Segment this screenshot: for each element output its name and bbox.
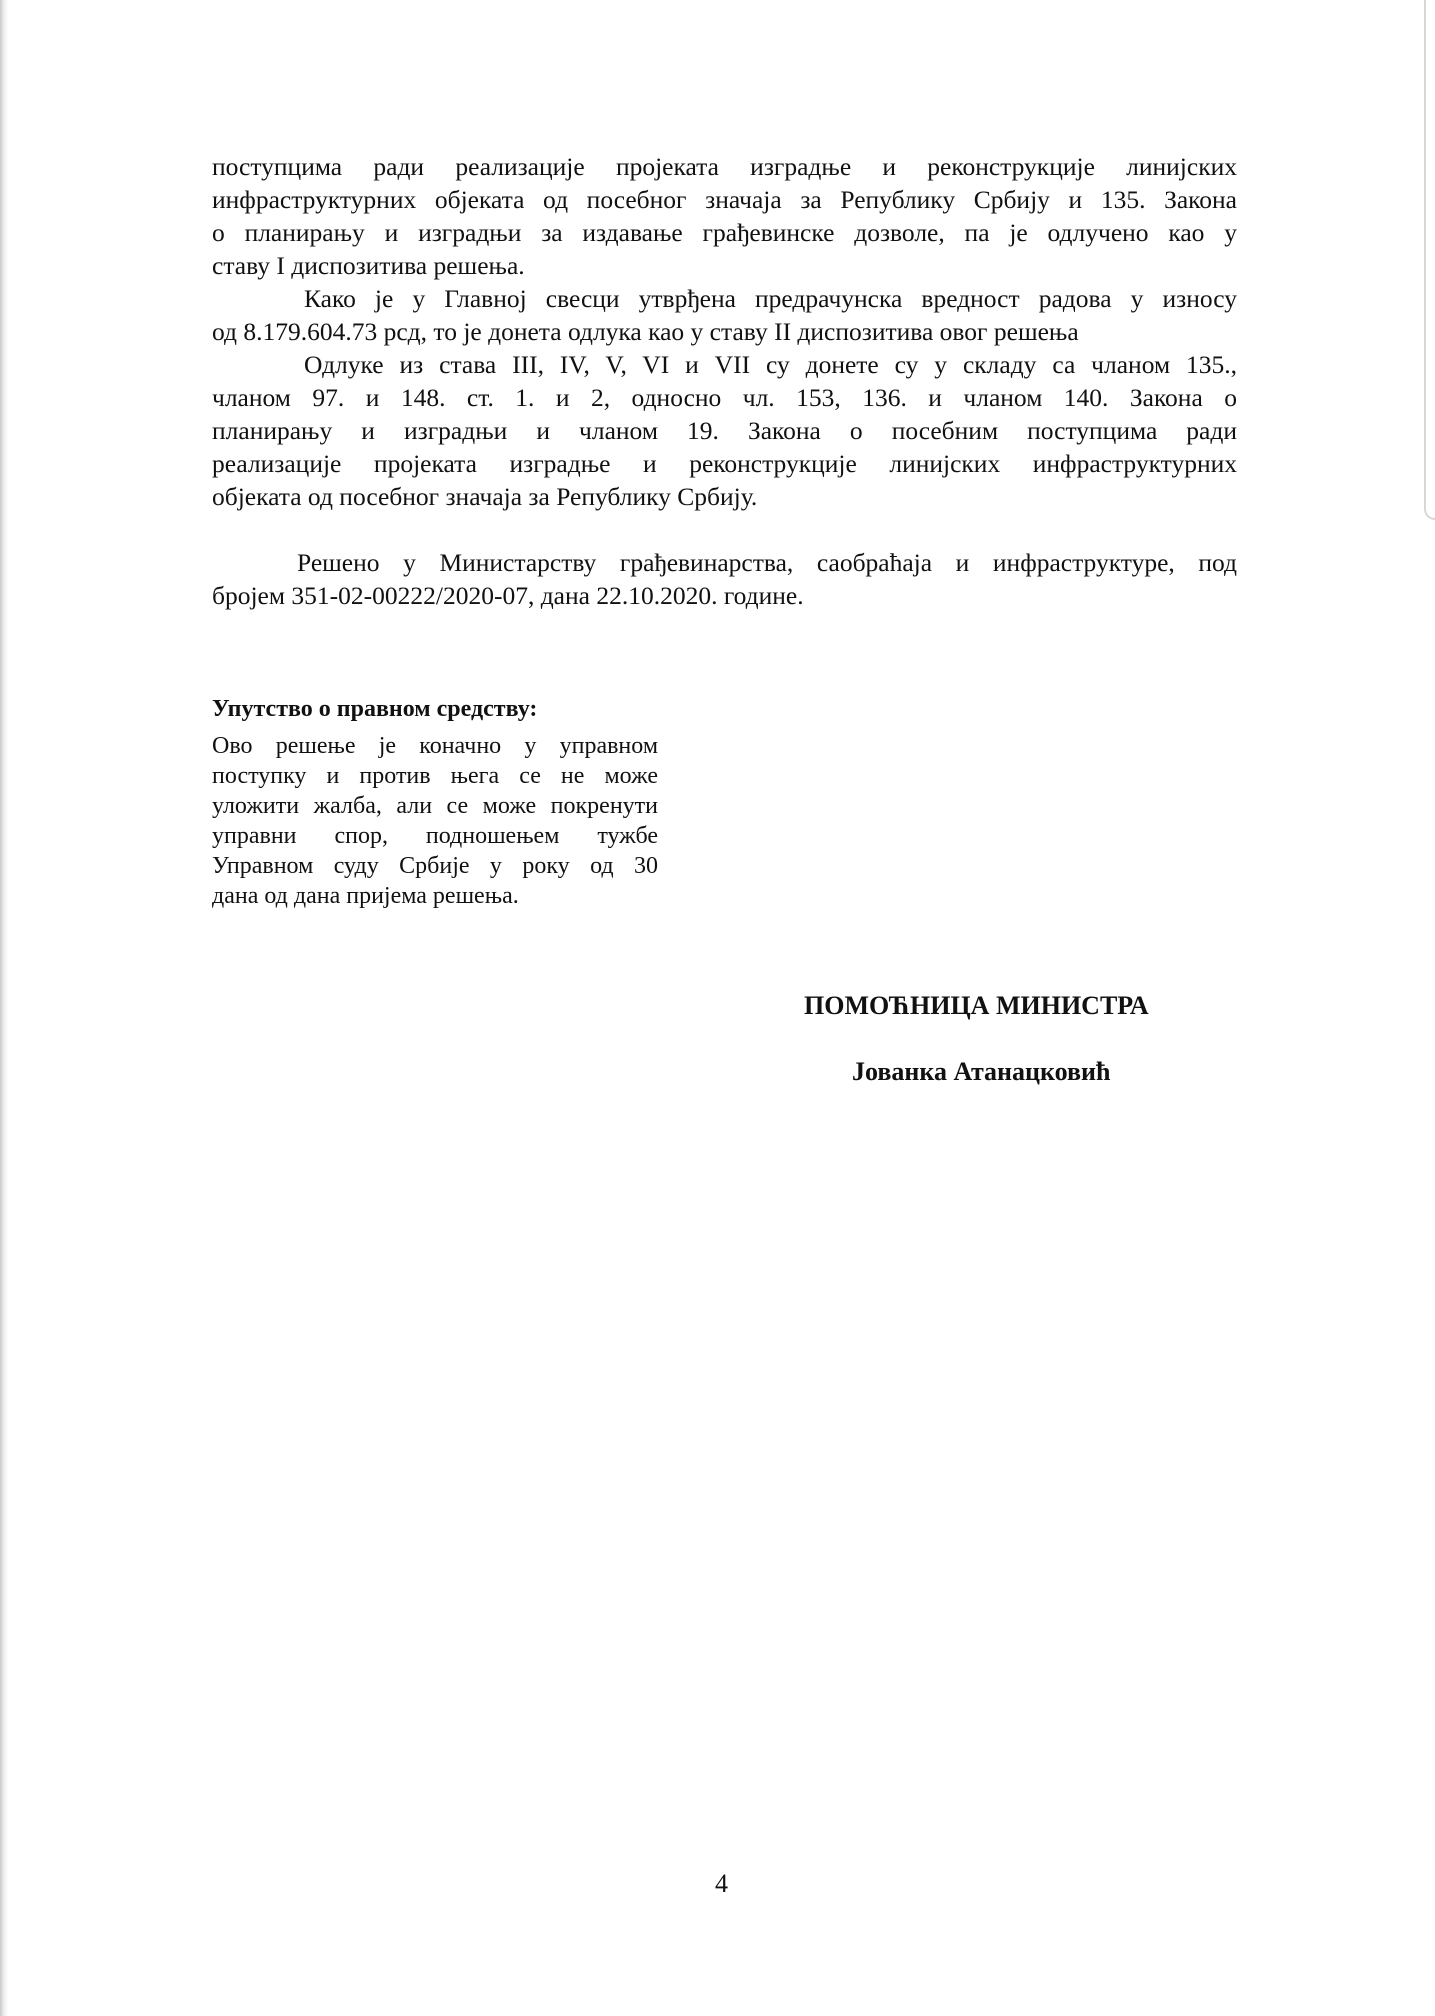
paragraph-3-line-5: објеката од посебног значаја за Републику Србију. (212, 482, 758, 511)
paragraph-1-line-3: о планирању и изградњи за издавање грађевинске дозволе, па је одлучено као у (212, 218, 1237, 247)
paragraph-3-line-1: Одлуке из става III, IV, V, VI и VII су донете су у складу са чланом 135., (304, 350, 1237, 379)
paragraph-1 (212, 150, 1237, 282)
paragraph-3-line-4: реализације пројеката изградње и реконструкције линијских инфраструктурних (212, 449, 1237, 478)
paragraph-2 (212, 282, 1237, 348)
legal-remedy-line-4: управни спор, подношењем тужбе (212, 823, 658, 849)
legal-remedy-line-5: Управном суду Србије у року од 30 (212, 853, 658, 879)
paragraph-4 (212, 546, 1237, 612)
legal-remedy-heading: Упутство о правном средству: (212, 696, 538, 722)
page-number: 4 (715, 1869, 728, 1898)
legal-remedy-line-3: уложити жалба, али се може покренути (212, 793, 658, 819)
legal-remedy-line-6: дана од дана пријема решења. (212, 883, 519, 909)
signatory-title: ПОМОЋНИЦА МИНИСТРА (804, 991, 1149, 1020)
legal-remedy-text (212, 731, 658, 911)
paragraph-3 (212, 348, 1237, 513)
paragraph-2-line-2: од 8.179.604.73 рсд, то је донета одлука као у ставу II диспозитива овог решења (212, 317, 1079, 346)
paragraph-4-line-2: бројем 351-02-00222/2020-07, дана 22.10.2020. године. (212, 581, 804, 610)
legal-remedy-line-1: Ово решење је коначно у управном (212, 733, 658, 759)
paragraph-1-line-4: ставу I диспозитива решења. (212, 251, 525, 280)
paragraph-1-line-2: инфраструктурних објеката од посебног значаја за Републику Србију и 135. Закона (212, 185, 1237, 214)
legal-remedy-line-2: поступку и против њега се не може (212, 763, 658, 789)
paragraph-1-line-1: поступцима ради реализације пројеката изградње и реконструкције линијских (212, 152, 1237, 181)
paragraph-3-line-3: планирању и изградњи и чланом 19. Закона о посебним поступцима ради (212, 416, 1237, 445)
signatory-name: Јованка Атанацковић (852, 1057, 1111, 1086)
paragraph-2-line-1: Како је у Главној свесци утврђена предрачунска вредност радова у износу (304, 284, 1237, 313)
paragraph-3-line-2: чланом 97. и 148. ст. 1. и 2, односно чл. 153, 136. и чланом 140. Закона о (212, 383, 1237, 412)
paragraph-4-line-1: Решено у Министарству грађевинарства, саобраћаја и инфраструктуре, под (297, 548, 1237, 577)
